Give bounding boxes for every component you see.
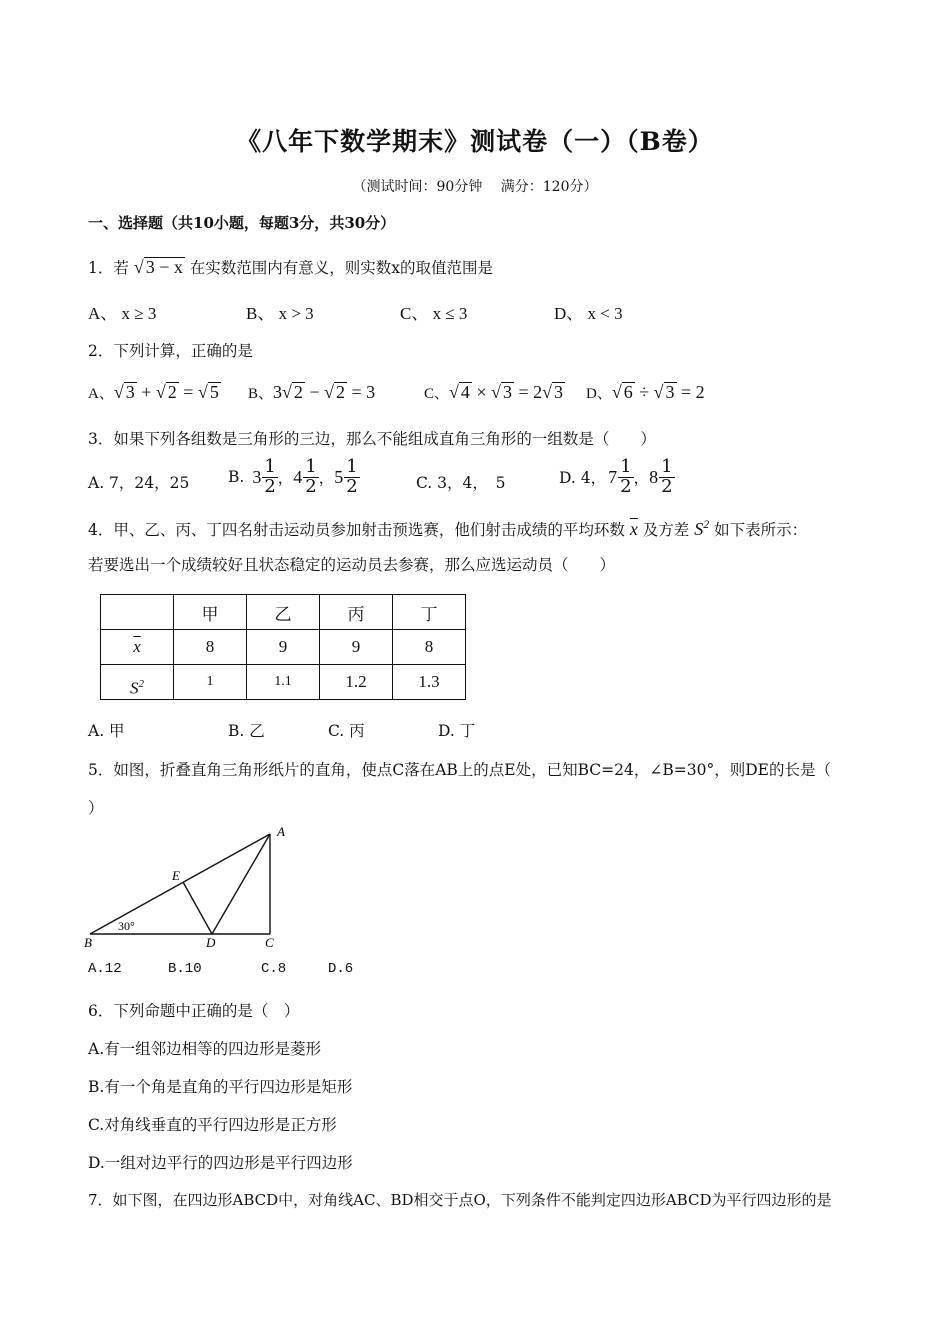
q6-option-d[interactable]: D.一组对边平行的四边形是平行四边形 [88,1154,353,1172]
table-header-cell [101,595,174,630]
table-row-variance [101,665,466,700]
question-7: 7．如下图，在四边形ABCD中，对角线AC、BD相交于点O，下列条件不能判定四边形ABCD为平行四边形的是 [88,1191,832,1209]
q5-option-c[interactable]: C.8 [261,961,287,977]
q1-stem-end: 在实数范围内有意义，则实数x的取值范围是 [189,259,494,277]
label-e: E [172,868,180,883]
label-a: A [277,824,285,839]
question-3: 3．如果下列各组数是三角形的三边，那么不能组成直角三角形的一组数是（ ） [88,430,656,448]
variance-symbol: $S^2$ [694,517,710,539]
q4-option-c[interactable]: C. 丙 [328,722,365,740]
triangle-figure [80,822,300,952]
angle-label: 30° [118,919,135,933]
page-title: 《八年下数学期末》测试卷（一）（B卷） [236,127,714,156]
q2-option-d[interactable]: D、√ 6 ÷ √ 3 = 2 [586,382,705,402]
table-cell: 1 [174,665,247,700]
q5-option-a[interactable]: A.12 [88,961,122,977]
q1-radical: √ 3 − x [133,257,183,277]
table-header-cell: 丙 [320,595,393,630]
q5-option-b[interactable]: B.10 [168,961,202,977]
q3-option-b[interactable]: B. 3 $\frac{1}{2}$ ， 4 $\frac{1}{2}$ ， 5 $\frac{1}{2}$ [228,456,358,497]
question-1 [88,256,493,278]
q1-option-a[interactable]: A、 x ≥ 3 [88,304,157,323]
table-cell: 9 [320,630,393,665]
row-label-variance: $S^2$ [101,665,174,700]
score-table [100,594,466,700]
q1-stem-start: 1．若 [88,259,129,277]
q4-option-d[interactable]: D. 丁 [438,722,476,740]
row-label-mean: $\overline{x}$ [101,630,174,665]
question-5: 5．如图，折叠直角三角形纸片的直角，使点C落在AB上的点E处，已知BC=24，∠B=30°，则DE的长是（ [88,761,831,779]
q3-option-d[interactable]: D. 4， 7 $\frac{1}{2}$ ， 8 $\frac{1}{2}$ [559,456,673,497]
table-cell: 1.2 [320,665,393,700]
q6-option-b[interactable]: B.有一个角是直角的平行四边形是矩形 [88,1078,353,1096]
question-4-line-2: 若要选出一个成绩较好且状态稳定的运动员去参赛，那么应选运动员（ ） [88,556,616,574]
table-row-mean [101,630,466,665]
q1-option-c[interactable]: C、 x ≤ 3 [400,304,468,323]
table-header-cell: 乙 [247,595,320,630]
table-cell: 9 [247,630,320,665]
table-cell: 8 [174,630,247,665]
table-header-cell: 丁 [393,595,466,630]
table-header-row [101,595,466,630]
table-cell: 1.3 [393,665,466,700]
label-c: C [265,935,274,950]
label-b: B [84,935,92,950]
q5-option-d[interactable]: D.6 [328,961,354,977]
exam-info: （测试时间：90分钟 满分：120分） [352,179,598,195]
q4-option-a[interactable]: A. 甲 [88,722,125,740]
q1-option-d[interactable]: D、 x < 3 [554,304,623,323]
question-2: 2．下列计算，正确的是 [88,342,253,360]
q6-option-c[interactable]: C.对角线垂直的平行四边形是正方形 [88,1116,337,1134]
label-d: D [206,935,216,950]
section-heading: 一、选择题（共10小题，每题3分，共30分） [88,214,396,232]
q4-option-b[interactable]: B. 乙 [228,722,265,740]
table-cell: 1.1 [247,665,320,700]
table-cell: 8 [393,630,466,665]
q6-option-a[interactable]: A.有一组邻边相等的四边形是菱形 [88,1040,322,1058]
q3-option-c[interactable]: C. 3，4， 5 [416,474,506,492]
question-4: 4．甲、乙、丙、丁四名射击运动员参加射击预选赛，他们射击成绩的平均环数 $\overline{x}$ 及方差 $S^2$ 如下表所示： [88,517,808,539]
q2-option-a[interactable]: A、√ 3 + √ 2 = √ 5 [88,382,219,402]
question-6: 6．下列命题中正确的是（ ） [88,1002,300,1020]
q2-option-b[interactable]: B、3√ 2 − √ 2 = 3 [248,382,376,402]
q3-option-a[interactable]: A. 7，24，25 [88,474,190,492]
question-5-line-2: ） [88,799,104,817]
q1-option-b[interactable]: B、 x > 3 [246,304,314,323]
q2-option-c[interactable]: C、√ 4 × √ 3 = 2√ 3 [424,382,563,402]
table-header-cell: 甲 [174,595,247,630]
mean-symbol: $\overline{x}$ [629,519,638,539]
